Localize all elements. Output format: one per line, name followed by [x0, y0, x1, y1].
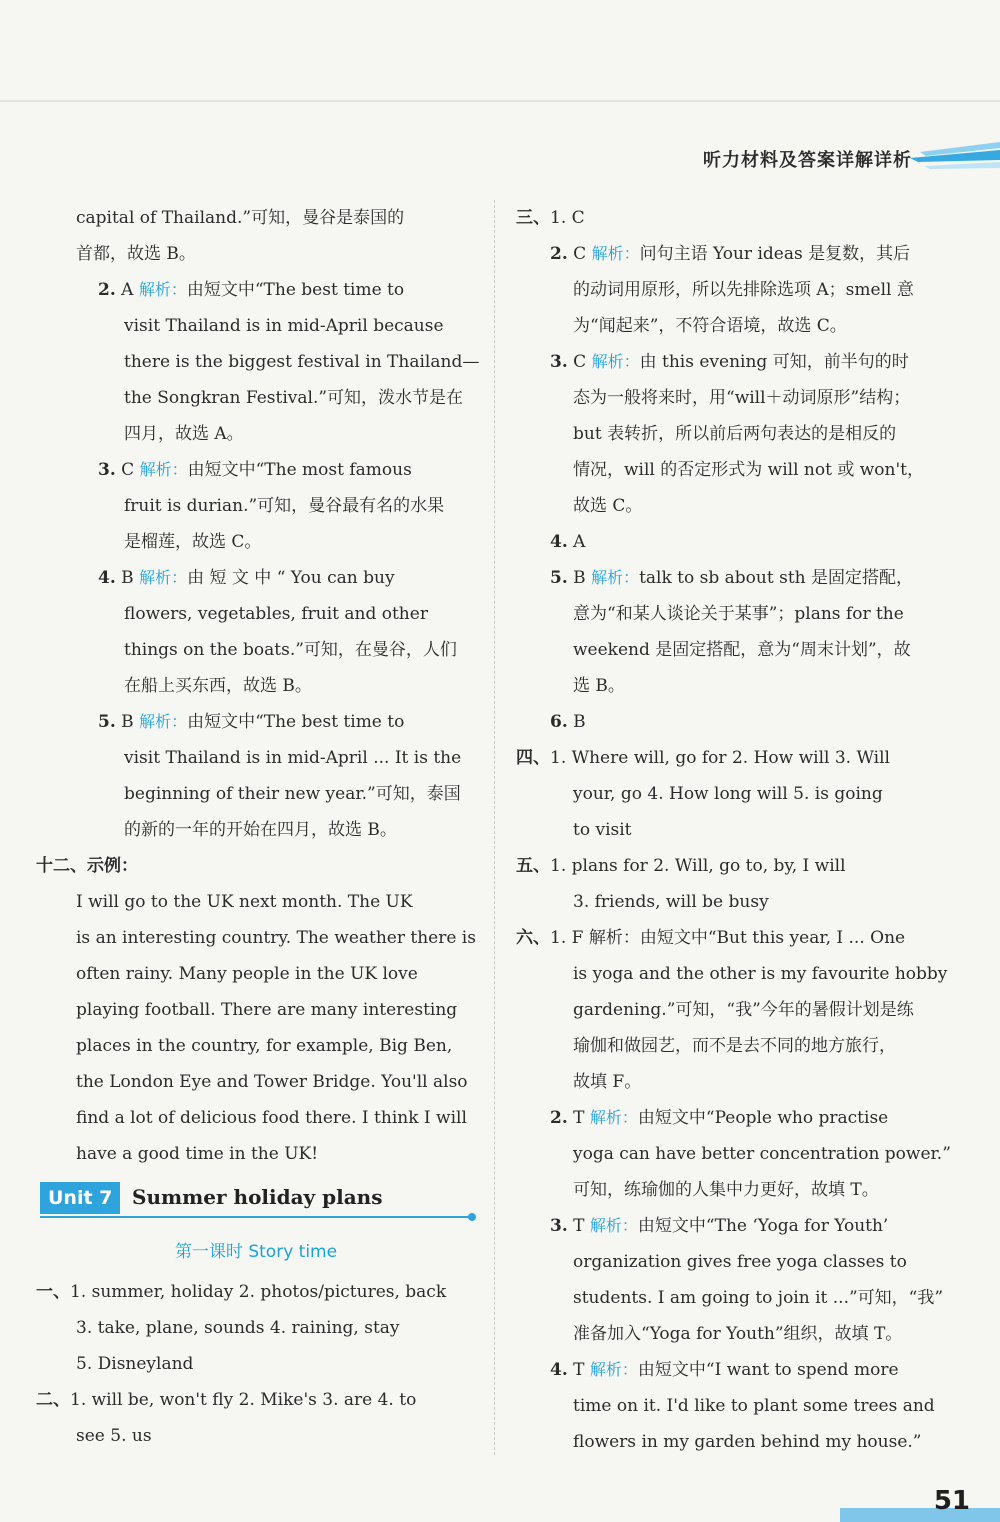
- answer-letter: A: [121, 280, 134, 300]
- line-text: beginning of their new year.”可知，泰国: [124, 784, 461, 804]
- line-text: 3. take, plane, sounds 4. raining, stay: [76, 1318, 400, 1338]
- text-line: [36, 416, 476, 452]
- item-number: 2.: [550, 244, 568, 264]
- section-label: 一、: [36, 1282, 70, 1302]
- line-text: 准备加入“Yoga for Youth”组织，故填 T。: [573, 1324, 903, 1344]
- line-text: 3. friends, will be busy: [573, 892, 769, 912]
- text-line: [36, 776, 476, 812]
- text-line: [36, 1346, 476, 1382]
- text-line: [516, 452, 956, 488]
- item-number: 4.: [550, 532, 568, 552]
- text-line: [516, 1208, 956, 1244]
- unit-underline: [40, 1216, 472, 1218]
- section-text: 1. plans for 2. Will, go to, by, I will: [550, 856, 846, 876]
- answer-letter: T: [573, 1360, 585, 1380]
- line-text: gardening.”可知，“我”今年的暑假计划是练: [573, 1000, 914, 1020]
- line-text: 故选 C。: [573, 496, 643, 516]
- explanation-text: talk to sb about sth 是固定搭配，: [639, 568, 914, 588]
- unit-heading: [36, 1178, 476, 1226]
- text-line: [516, 1280, 956, 1316]
- section-text: 1. will be, won't fly 2. Mike's 3. are 4. to: [70, 1390, 417, 1410]
- column-divider: [494, 200, 495, 1455]
- text-line: [516, 272, 956, 308]
- answer-letter: B: [121, 712, 134, 732]
- explanation-label: 解析：: [591, 244, 640, 263]
- text-line: [516, 1244, 956, 1280]
- unit-title: Summer holiday plans: [132, 1185, 383, 1209]
- line-text: playing football. There are many interesting: [76, 1000, 458, 1020]
- explanation-label: 解析：: [589, 1216, 638, 1235]
- line-text: often rainy. Many people in the UK love: [76, 964, 418, 984]
- line-text: see 5. us: [76, 1426, 152, 1446]
- header-stripes-decoration: [910, 136, 1000, 176]
- explanation-label: 解析：: [139, 712, 188, 731]
- unit-underline-dot: [468, 1213, 476, 1221]
- section-label: 六、: [516, 928, 550, 948]
- answer-letter: C: [121, 460, 135, 480]
- text-line: [516, 524, 956, 560]
- item-number: 2.: [98, 280, 116, 300]
- explanation-label: 解析：: [139, 460, 188, 479]
- line-text: visit Thailand is in mid-April ... It is the: [124, 748, 462, 768]
- text-line: [36, 1028, 476, 1064]
- explanation-text: 由短文中“The ‘Yoga for Youth’: [637, 1216, 889, 1236]
- line-text: 意为“和某人谈论关于某事”；plans for the: [573, 604, 904, 624]
- text-line: [516, 308, 956, 344]
- left-column: [36, 200, 480, 1454]
- section-label: 四、: [516, 748, 550, 768]
- section-label: 三、: [516, 208, 550, 228]
- text-line: [36, 236, 476, 272]
- text-line: [36, 848, 476, 884]
- section-label: 十二、示例：: [36, 856, 138, 876]
- text-line: [36, 1136, 476, 1172]
- explanation-text: 由短文中“I want to spend more: [637, 1360, 899, 1380]
- answer-letter: B: [573, 712, 586, 732]
- line-text: places in the country, for example, Big Ben,: [76, 1036, 453, 1056]
- item-number: 2.: [550, 1108, 568, 1128]
- section-text: 1. Where will, go for 2. How will 3. Will: [550, 748, 890, 768]
- line-text: yoga can have better concentration power.”: [573, 1144, 951, 1164]
- line-text: 首都，故选 B。: [76, 244, 196, 264]
- line-text: 四月，故选 A。: [124, 424, 244, 444]
- text-line: [516, 884, 956, 920]
- text-line: [36, 308, 476, 344]
- text-line: [516, 380, 956, 416]
- item-number: 3.: [550, 1216, 568, 1236]
- text-line: [36, 1418, 476, 1454]
- answer-letter: C: [573, 244, 587, 264]
- line-text: students. I am going to join it ...”可知，“我”: [573, 1288, 944, 1308]
- unit-label: Unit 7: [40, 1182, 120, 1214]
- line-text: 5. Disneyland: [76, 1354, 194, 1374]
- line-text: have a good time in the UK!: [76, 1144, 319, 1164]
- section-label: 五、: [516, 856, 550, 876]
- explanation-text: 由短文中“The most famous: [187, 460, 412, 480]
- line-text: to visit: [573, 820, 632, 840]
- text-line: [516, 344, 956, 380]
- line-text: is yoga and the other is my favourite hobby: [573, 964, 948, 984]
- line-text: 情况，will 的否定形式为 will not 或 won't，: [573, 460, 924, 480]
- text-line: [36, 200, 476, 236]
- text-line: [36, 1382, 476, 1418]
- answer-letter: T: [573, 1108, 585, 1128]
- text-line: [36, 1310, 476, 1346]
- section-text: 1. F 解析：由短文中“But this year, I ... One: [550, 928, 906, 948]
- line-text: things on the boats.”可知，在曼谷，人们: [124, 640, 457, 660]
- text-line: [36, 812, 476, 848]
- item-number: 4.: [550, 1360, 568, 1380]
- text-line: [516, 416, 956, 452]
- answer-letter: A: [573, 532, 586, 552]
- text-line: [516, 632, 956, 668]
- explanation-text: 由短文中“People who practise: [637, 1108, 889, 1128]
- text-line: [516, 1064, 956, 1100]
- text-line: [516, 740, 956, 776]
- text-line: [36, 668, 476, 704]
- text-line: [516, 200, 956, 236]
- text-line: [516, 560, 956, 596]
- item-number: 6.: [550, 712, 568, 732]
- text-line: [516, 1028, 956, 1064]
- answer-letter: T: [573, 1216, 585, 1236]
- line-text: but 表转折，所以前后两句表达的是相反的: [573, 424, 897, 444]
- line-text: I will go to the UK next month. The UK: [76, 892, 413, 912]
- line-text: 故填 F。: [573, 1072, 642, 1092]
- explanation-text: 由短文中“The best time to: [187, 712, 405, 732]
- text-line: [36, 524, 476, 560]
- line-text: 态为一般将来时，用“will＋动词原形”结构；: [573, 388, 911, 408]
- text-line: [516, 776, 956, 812]
- right-column: [516, 200, 956, 1460]
- explanation-text: 由短文中“The best time to: [186, 280, 405, 300]
- text-line: [516, 236, 956, 272]
- answer-letter: B: [121, 568, 134, 588]
- text-line: [516, 848, 956, 884]
- line-text: fruit is durian.”可知，曼谷最有名的水果: [124, 496, 445, 516]
- explanation-text: 由 this evening 可知，前半句的时: [639, 352, 909, 372]
- line-text: find a lot of delicious food there. I think I will: [76, 1108, 467, 1128]
- running-header: 听力材料及答案详解详析: [703, 150, 912, 171]
- text-line: [36, 956, 476, 992]
- text-line: [36, 1064, 476, 1100]
- section-text: 1. C: [550, 208, 585, 228]
- line-text: 瑜伽和做园艺，而不是去不同的地方旅行，: [573, 1036, 896, 1056]
- text-line: [36, 1100, 476, 1136]
- answer-letter: B: [573, 568, 586, 588]
- text-line: [36, 488, 476, 524]
- text-line: [36, 884, 476, 920]
- line-text: capital of Thailand.”可知，曼谷是泰国的: [76, 208, 405, 228]
- text-line: [516, 1136, 956, 1172]
- item-number: 5.: [98, 712, 116, 732]
- text-line: [516, 1172, 956, 1208]
- text-line: [516, 596, 956, 632]
- explanation-label: 解析：: [138, 280, 187, 299]
- text-line: [516, 668, 956, 704]
- text-line: [36, 740, 476, 776]
- section-text: 1. summer, holiday 2. photos/pictures, back: [70, 1282, 447, 1302]
- line-text: weekend 是固定搭配，意为“周末计划”，故: [573, 640, 911, 660]
- line-text: 可知，练瑜伽的人集中力更好，故填 T。: [573, 1180, 879, 1200]
- text-line: [516, 1100, 956, 1136]
- answer-letter: C: [573, 352, 587, 372]
- line-text: 是榴莲，故选 C。: [124, 532, 262, 552]
- explanation-text: 由 短 文 中 “ You can buy: [187, 568, 395, 588]
- section-label: 二、: [36, 1390, 70, 1410]
- item-number: 5.: [550, 568, 568, 588]
- page-corner-stripe: [840, 1508, 1000, 1522]
- line-text: the London Eye and Tower Bridge. You'll also: [76, 1072, 468, 1092]
- text-line: [36, 920, 476, 956]
- line-text: flowers, vegetables, fruit and other: [124, 604, 428, 624]
- text-line: [516, 1424, 956, 1460]
- line-text: 的动词用原形，所以先排除选项 A；smell 意: [573, 280, 914, 300]
- item-number: 3.: [98, 460, 116, 480]
- line-text: 在船上买东西，故选 B。: [124, 676, 312, 696]
- page-number: 51: [933, 1486, 970, 1516]
- line-text: your, go 4. How long will 5. is going: [573, 784, 883, 804]
- text-line: [516, 992, 956, 1028]
- text-line: [36, 380, 476, 416]
- text-line: [36, 1274, 476, 1310]
- lesson-title: 第一课时 Story time: [174, 1242, 338, 1262]
- text-line: [516, 956, 956, 992]
- text-line: [36, 704, 476, 740]
- text-line: [36, 992, 476, 1028]
- line-text: visit Thailand is in mid-April because: [124, 316, 444, 336]
- item-number: 3.: [550, 352, 568, 372]
- line-text: time on it. I'd like to plant some trees and: [573, 1396, 935, 1416]
- line-text: flowers in my garden behind my house.”: [573, 1432, 922, 1452]
- text-line: [36, 596, 476, 632]
- text-line: [516, 920, 956, 956]
- text-line: [516, 704, 956, 740]
- explanation-label: 解析：: [589, 1360, 638, 1379]
- text-line: [516, 1352, 956, 1388]
- text-line: [36, 344, 480, 380]
- item-number: 4.: [98, 568, 116, 588]
- explanation-label: 解析：: [591, 568, 640, 587]
- line-text: the Songkran Festival.”可知，泼水节是在: [124, 388, 464, 408]
- text-line: [516, 1316, 956, 1352]
- text-line: [516, 812, 956, 848]
- line-text: 选 B。: [573, 676, 625, 696]
- text-line: [516, 1388, 956, 1424]
- text-line: [36, 632, 476, 668]
- text-line: [36, 452, 476, 488]
- line-text: organization gives free yoga classes to: [573, 1252, 907, 1272]
- explanation-label: 解析：: [139, 568, 188, 587]
- line-text: 为“闻起来”，不符合语境，故选 C。: [573, 316, 847, 336]
- header-rule: [0, 100, 1000, 102]
- text-line: [516, 488, 956, 524]
- explanation-label: 解析：: [591, 352, 640, 371]
- text-line: [36, 560, 476, 596]
- explanation-text: 问句主语 Your ideas 是复数，其后: [639, 244, 911, 264]
- line-text: 的新的一年的开始在四月，故选 B。: [124, 820, 397, 840]
- line-text: is an interesting country. The weather there is: [76, 928, 476, 948]
- text-line: [36, 272, 476, 308]
- explanation-label: 解析：: [589, 1108, 638, 1127]
- line-text: there is the biggest festival in Thailand—: [124, 352, 480, 372]
